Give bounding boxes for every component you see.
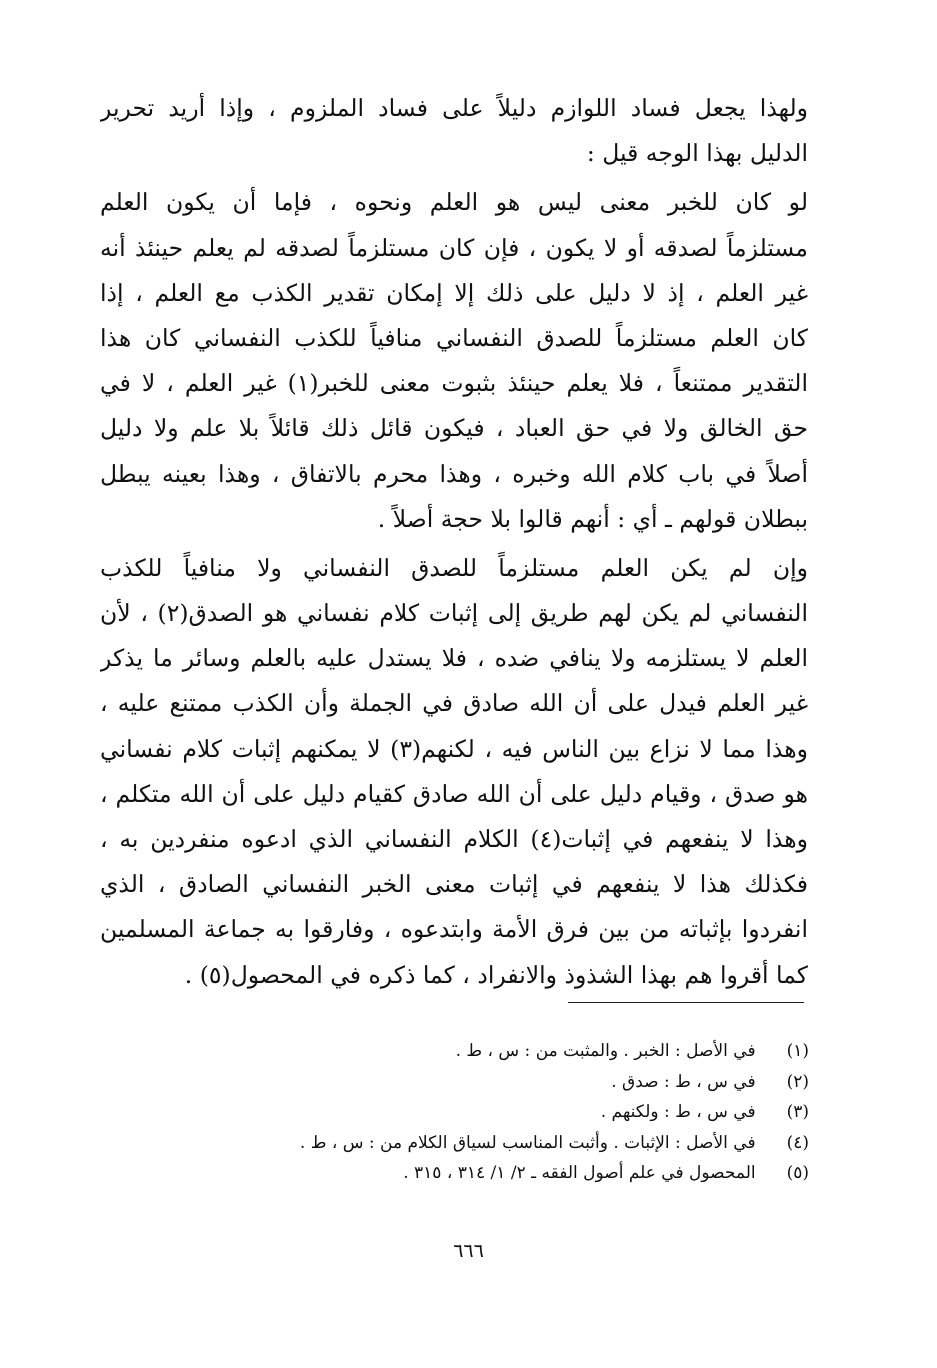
footnote-number: (٢) — [786, 1071, 809, 1092]
text-line: التقدير ممتنعاً ، فلا يعلم حينئذ بثبوت معنى للخبر(١) غير العلم ، لا في — [100, 369, 808, 398]
footnotes — [109, 1036, 809, 1189]
text-line: العلم لا يستلزمه ولا ينافي ضده ، فلا يستدل عليه بالعلم وسائر ما يذكر — [100, 644, 808, 673]
text-line: كما أقروا هم بهذا الشذوذ والانفراد ، كما ذكره في المحصول(٥) . — [184, 960, 808, 989]
footnote-text: في س ، ط : صدق . — [611, 1071, 756, 1092]
footnote-number: (١) — [786, 1041, 809, 1061]
main-text — [100, 86, 808, 998]
footnote — [109, 1067, 809, 1098]
text-line: الدليل بهذا الوجه قيل : — [586, 139, 808, 168]
text-line: فكذلك هذا لا ينفعهم في إثبات معنى الخبر النفساني الصادق ، الذي — [100, 870, 808, 899]
footnote-number: (٥) — [786, 1163, 809, 1183]
text-line: انفردوا بإثباته من بين فرق الأمة وابتدعوه ، وفارقوا به جماعة المسلمين — [100, 915, 808, 944]
text-line: وإن لم يكن العلم مستلزماً للصدق النفساني ولا منافياً للكذب — [100, 553, 808, 582]
footnote-text: في س ، ط : ولكنهم . — [600, 1102, 756, 1122]
text-line: ببطلان قولهم ـ أي : أنهم قالوا بلا حجة أصلاً . — [377, 504, 808, 533]
paragraph — [100, 546, 808, 998]
footnote-divider — [568, 1002, 804, 1003]
footnote — [109, 1128, 809, 1159]
footnote — [109, 1158, 809, 1189]
text-line: مستلزماً لصدقه أو لا يكون ، فإن كان مستلزماً لصدقه لم يعلم حينئذ أنه — [100, 233, 808, 262]
footnote-text: في الأصل : الإثبات . وأثبت المناسب لسياق الكلام من : س ، ط . — [299, 1132, 756, 1153]
footnote-number: (٣) — [786, 1102, 809, 1122]
paragraph — [100, 180, 808, 542]
footnote — [109, 1036, 809, 1067]
text-line: النفساني لم يكن لهم طريق إلى إثبات كلام نفساني هو الصدق(٢) ، لأن — [100, 599, 808, 628]
text-line: وهذا مما لا نزاع بين الناس فيه ، لكنهم(٣) لا يمكنهم إثبات كلام نفساني — [100, 734, 808, 763]
footnote-text: المحصول في علم أصول الفقه ـ ٢/ ١/ ٣١٤ ، ٣١٥ . — [403, 1163, 756, 1183]
footnote-text: في الأصل : الخبر . والمثبت من : س ، ط . — [455, 1041, 756, 1061]
footnote-number: (٤) — [786, 1132, 809, 1153]
text-line: أصلاً في باب كلام الله وخبره ، وهذا محرم بالاتفاق ، وهذا بعينه يبطل — [100, 459, 808, 488]
text-line: غير العلم ، إذ لا دليل على ذلك إلا إمكان تقدير الكذب مع العلم ، إذا — [100, 278, 808, 307]
text-line: كان العلم مستلزماً للصدق النفساني منافياً للكذب النفساني كان هذا — [100, 323, 808, 352]
paragraph — [100, 86, 808, 176]
page-number: ٦٦٦ — [453, 1240, 484, 1262]
text-line: هو صدق ، وقيام دليل على أن الله صادق كقيام دليل على أن الله متكلم ، — [100, 779, 808, 808]
text-line: حق الخالق ولا في حق العباد ، فيكون قائل ذلك قائلاً بلا علم ولا دليل — [100, 414, 808, 443]
text-line: وهذا لا ينفعهم في إثبات(٤) الكلام النفساني الذي ادعوه منفردين به ، — [100, 825, 808, 853]
text-line: ولهذا يجعل فساد اللوازم دليلاً على فساد الملزوم ، وإذا أريد تحرير — [100, 94, 808, 122]
footnote — [109, 1097, 809, 1128]
text-line: لو كان للخبر معنى ليس هو العلم ونحوه ، فإما أن يكون العلم — [100, 188, 808, 217]
text-line: غير العلم فيدل على أن الله صادق في الجملة وأن الكذب ممتنع عليه ، — [100, 689, 808, 718]
